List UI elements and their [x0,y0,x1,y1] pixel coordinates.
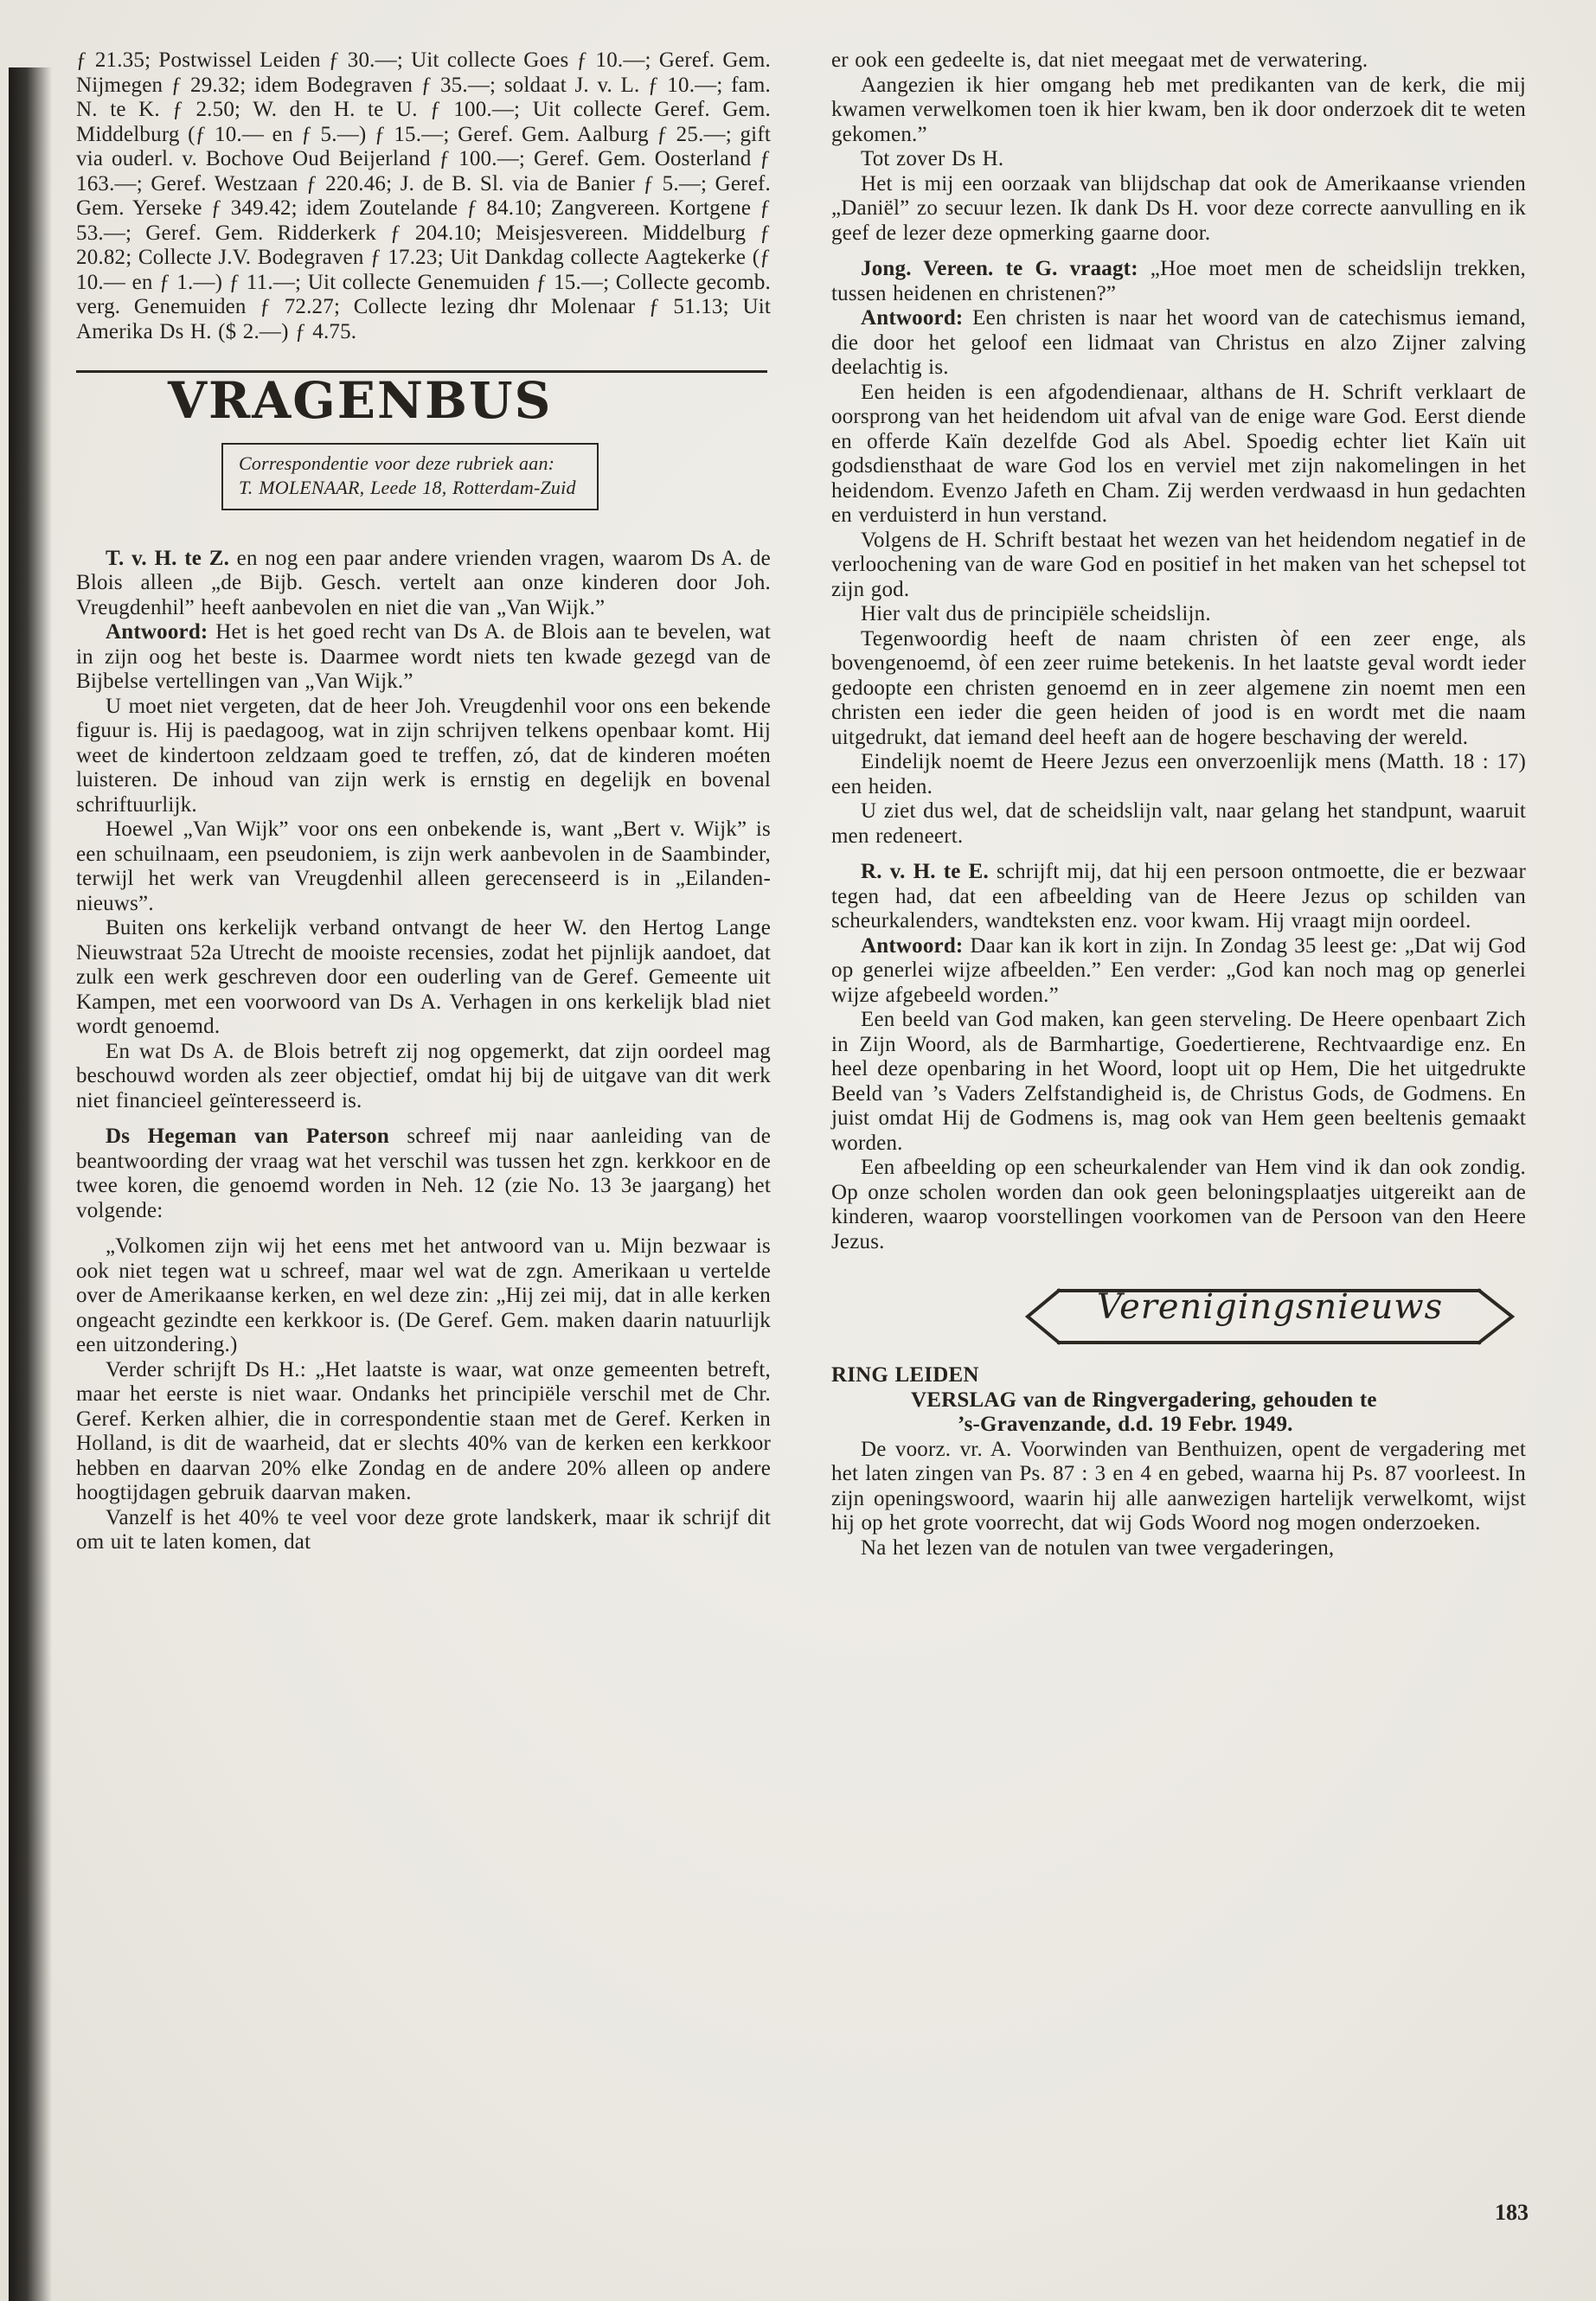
paragraph-text: Vanzelf is het 40% te veel voor deze grote landskerk, maar ik schrijf dit om uit te laten komen, dat [76,1505,771,1554]
question-paragraph [831,257,1526,306]
paragraph [76,916,771,1040]
donations-paragraph: ƒ 21.35; Postwissel Leiden ƒ 30.—; Uit collecte Goes ƒ 10.—; Geref. Gem. Nijmegen ƒ 29.32; idem Bodegraven ƒ 35.—; soldaat J. v. L. ƒ 10.—; fam. N. te K. ƒ 2.50; W. den H. te U. ƒ 100.—; Uit collecte Geref. Gem. Middelburg (ƒ 10.— en ƒ 5.—) ƒ 15.—; Geref. Gem. Aalburg ƒ 25.—; gift via ouderl. v. Bochove Oud Beijerland ƒ 100.—; Geref. Gem. Oosterland ƒ 163.—; Geref. Westzaan ƒ 220.46; J. de B. Sl. via de Banier ƒ 5.—; Geref. Gem. Yerseke ƒ 349.42; idem Zoutelande ƒ 84.10; Zangvereen. Kortgene ƒ 53.—; Geref. Gem. Ridderkerk ƒ 204.10; Meisjesvereen. Middelburg ƒ 20.82; Collecte J.V. Bodegraven ƒ 17.23; Uit Dankdag collecte Aagtekerke (ƒ 10.— en ƒ 1.—) ƒ 11.—; Uit collecte Genemuiden ƒ 15.—; Collecte gecomb. verg. Genemuiden ƒ 72.27; Collecte lezing dhr Molenaar ƒ 51.13; Uit Amerika Ds H. ($ 2.—) ƒ 4.75. [76,48,771,343]
paragraph-text: en nog een paar andere vrienden vragen, waarom Ds A. de Blois alleen „de Bijb. Gesch. vertelt aan onze kinderen door Joh. Vreugdenhil” heeft aanbevolen en niet die van „Van Wijk.” [76,546,771,619]
verenigingsnieuws-banner [1014,1284,1526,1349]
paragraph-text: Hoewel „Van Wijk” voor ons een onbekende is, want „Bert v. Wijk” is een schuilnaam, een pseudoniem, is zijn werk aanbevolen in de Saambinder, terwijl het werk van Vreugdenhil alleen gerecenseerd is in „Eilanden-nieuws”. [76,817,771,915]
paragraph-lead: Antwoord: [861,306,964,330]
paragraph-text: U ziet dus wel, dat de scheidslijn valt, naar gelang het standpunt, waaruit men redeneert. [831,799,1526,848]
paragraph-text: Volgens de H. Schrift bestaat het wezen van het heidendom negatief in de verloochening van de ware God en positief in het maken van het schepsel tot zijn god. [831,528,1526,601]
correspondence-line-2: T. MOLENAAR, Leede 18, Rotterdam-Zuid [239,476,576,498]
paragraph-text: Aangezien ik hier omgang heb met predikanten van de kerk, die mij kwamen verwelkomen toen ik hier kwam, ben ik door onderzoek dit te weten gekomen.” [831,73,1526,146]
verslag-line-2: ’s-Gravenzande, d.d. 19 Febr. 1949. [958,1413,1293,1436]
paragraph [76,1358,771,1506]
paragraph-text: „Hoe moet men de scheidslijn trekken, tussen heidenen en christenen?” [831,257,1527,305]
paragraph [831,750,1526,799]
answer-paragraph [831,934,1526,1009]
paragraph-text: Tot zover Ds H. [861,147,1004,170]
paragraph [831,74,1526,148]
paragraph [76,1040,771,1114]
paragraph-text: De voorz. vr. A. Voorwinden van Benthuizen, opent de vergadering met het laten zingen van Ps. 87 : 3 en 4 en gebed, waarna hij Ps. 87 voorleest. In zijn openingswoord, waarin hij alle aanwezigen hartelijk verwelkomt, wijst hij op het grote voorrecht, dat wij Gods Woord nog mogen onderzoeken. [831,1437,1526,1535]
paragraph-lead: Antwoord: [106,620,208,644]
paragraph [831,602,1526,627]
paragraph-lead: R. v. H. te E. [861,860,989,883]
page-content [76,48,1526,1561]
rubric-title: VRAGENBUS [168,371,553,430]
paragraph-text: Hier valt dus de principiële scheidslijn. [861,602,1211,625]
answer-paragraph [76,620,771,695]
right-column [831,48,1526,1561]
paragraph-text: Het is mij een oorzaak van blijdschap dat ook de Amerikaanse vrienden „Daniël” zo secuur lezen. Ik dank Ds H. voor deze correcte aanvulling en ik geef de lezer deze opmerking gaarne door. [831,171,1526,245]
paragraph [831,1008,1526,1156]
paragraph-text: „Volkomen zijn wij het eens met het antwoord van u. Mijn bezwaar is ook niet tegen wat u schreef, maar wel wat de zgn. Amerikaan u vertelde over de Amerikaanse kerken, en wel deze zin: „Hij zei mij, dat in alle kerken ongeacht gezindte een kerkkoor is. (De Geref. Gem. maken daarin natuurlijk een uitzondering.) [76,1234,771,1356]
question-paragraph [831,860,1526,934]
ring-paragraph [831,1438,1526,1536]
paragraph-text: Buiten ons kerkelijk verband ontvangt de heer W. den Hertog Lange Nieuwstraat 52a Utrecht de mooiste recensies, zodat het pijnlijk aandoet, dat zulk een werk geschreven door een ouderling van de Geref. Gemeente uit Kampen, met een voorwoord van Ds A. Verhagen in ons kerkelijk blad niet wordt genoemd. [76,916,771,1038]
paragraph-text: Het is het goed recht van Ds A. de Blois aan te bevelen, wat in zijn oog het beste is. Daarmee wordt niets ten kwade gezegd van de Bijbelse vertellingen van „Van Wijk.” [76,620,771,693]
page-number: 183 [1495,2200,1529,2225]
paragraph-text: Tegenwoordig heeft de naam christen òf een zeer enge, als bovengenoemd, òf een zeer ruime betekenis. In het laatste geval wordt ieder gedoopte een christen genoemd en in zeer algemene zin noemt men een christen een ieder die geen heiden of jood is en wordt met die naam uitgedrukt, dat iemand deel heeft aan de hogere beschaving der wereld. [831,626,1526,749]
paragraph-text: U moet niet vergeten, dat de heer Joh. Vreugdenhil voor ons een bekende figuur is. Hij is paedagoog, wat in zijn schrijven telkens openbaar komt. Hij weet de kindertoon zeldzaam goed te treffen, zó, dat de kinderen moéten luisteren. De inhoud van zijn werk is ernstig en degelijk en bovenal schriftuurlijk. [76,694,771,817]
paragraph-text: Een christen is naar het woord van de catechismus iemand, die door het geloof een lidmaat van Christus en alzo Zijner zalving deelachtig is. [831,306,1526,379]
paragraph-text: Eindelijk noemt de Heere Jezus een onverzoenlijk mens (Matth. 18 : 17) een heiden. [831,750,1526,798]
verslag-line-1: VERSLAG van de Ringvergadering, gehouden te [911,1388,1377,1412]
paragraph [831,799,1526,849]
paragraph-lead: Jong. Vereen. te G. vraagt: [861,257,1138,280]
paragraph-text: Daar kan ik kort in zijn. In Zondag 35 leest ge: „Dat wij God op generlei wijze afbeelden.” Een verder: „God kan noch mag op generlei wijze afgebeeld worden.” [831,933,1526,1007]
paragraph [831,529,1526,603]
paragraph [831,147,1526,172]
correspondence-line-1: Correspondentie voor deze rubriek aan: [239,452,555,474]
paragraph-text: er ook een gedeelte is, dat niet meegaat met de verwatering. [831,48,1368,72]
answer-paragraph [831,306,1526,381]
paragraph-text: schreef mij naar aanleiding van de beantwoording der vraag wat het verschil was tussen het zgn. kerkkoor en de twee koren, die genoemd worden in Neh. 12 (zie No. 13 3e jaargang) het volgende: [76,1125,771,1222]
paragraph-text: Een heiden is een afgodendienaar, althans de H. Schrift verklaart de oorsprong van het heidendom uit afval van de enige ware God. Eerst diende en offerde Kaïn dezelfde God als Abel. Spoedig echter liet Kaïn uit godsdiensthaat de ware God los en verviel met zijn nakomelingen in het heidendom. Evenzo Jafeth en Cham. Zij werden verdwaasd in hun gedachten en verduisterd in hun verstand. [831,380,1526,527]
paragraph [831,1156,1526,1254]
paragraph-lead: Antwoord: [861,933,964,958]
paragraph-text: En wat Ds A. de Blois betreft zij nog opgemerkt, dat zijn oordeel mag beschouwd worden als zeer objectief, omdat hij bij de uitgave van dit werk niet financieel geïnteresseerd is. [76,1039,771,1112]
paragraph [831,381,1526,529]
left-column [76,48,771,1561]
letter-intro-paragraph [76,1125,771,1223]
banner-title: Verenigingsnieuws [1096,1287,1444,1327]
quoted-letter-paragraph [76,1234,771,1358]
paragraph [76,1506,771,1555]
question-paragraph [76,547,771,621]
paragraph-text: schrijft mij, dat hij een persoon ontmoette, die er bezwaar tegen had, dat een afbeelding van de Heere Jezus op schilden van scheurkalenders, wandteksten enz. voor kwam. Hij vraagt mijn oordeel. [831,860,1526,933]
paragraph-text: Verder schrijft Ds H.: „Het laatste is waar, wat onze gemeenten betreft, maar het eerste is niet waar. Ondanks het principiële verschil met de Chr. Geref. Kerken alhier, die in correspondentie staan met de Geref. Kerken in Holland, is dit de waarheid, dat er slechts 40% van de kerken een kerkkoor hebben en daarvan 20% elke Zondag en de andere 20% alleen op andere hoogtijdagen gebruik daarvan maken. [76,1357,771,1504]
paragraph-lead: Ds Hegeman van Paterson [106,1125,389,1148]
paragraph [831,172,1526,247]
ring-leiden-heading: RING LEIDEN [831,1363,979,1387]
paragraph [76,817,771,916]
ring-paragraph [831,1536,1526,1561]
paragraph [831,627,1526,751]
paragraph-text: Na het lezen van de notulen van twee vergaderingen, [861,1535,1335,1560]
continuation-paragraph [831,48,1526,74]
correspondence-box [221,443,599,510]
paragraph-text: Een beeld van God maken, kan geen sterveling. De Heere openbaart Zich in Zijn Woord, als de Barmhartige, Goedertierene, Rechtvaardige enz. En heel deze openbaring in het Woord, loopt uit op Hem, Die het uitgedrukte Beeld van ’s Vaders Zelfstandigheid is, de Christus Gods, de Godmens. En juist omdat Hij de Godmens is, mag ook van Hem geen beeltenis gemaakt worden. [831,1008,1526,1155]
paragraph [76,695,771,818]
paragraph-lead: T. v. H. te Z. [106,546,230,570]
binding-shadow [9,67,52,2301]
paragraph-text: Een afbeelding op een scheurkalender van Hem vind ik dan ook zondig. Op onze scholen worden dan ook geen beloningsplaatjes uitgereikt aan de kinderen, waarop voorstellingen voorkomen van de Persoon van den Heere Jezus. [831,1156,1526,1253]
